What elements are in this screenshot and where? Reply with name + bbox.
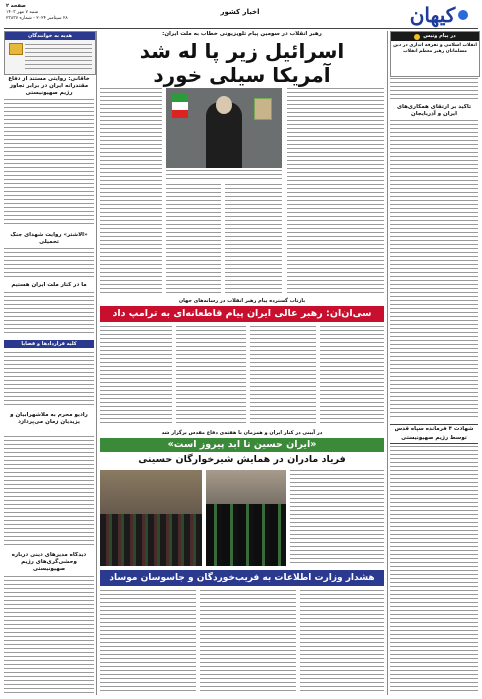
band1-kicker: بازتاب گسترده پیام رهبر انقلاب در رسانه‌های جهان	[178, 298, 306, 304]
band1-col2	[250, 326, 316, 426]
section-title: اخبار کشور	[220, 8, 260, 16]
left-story5-body	[4, 576, 94, 694]
date-line-2: ۲۸ سپتامبر ۲۰۲۴ - شماره ۲۳۸۳۷	[6, 16, 68, 21]
main-body-col1	[287, 88, 384, 296]
mothers-image	[206, 504, 286, 566]
left-story3-body	[4, 292, 94, 336]
right-box	[390, 31, 480, 77]
left-column-divider	[96, 31, 97, 695]
gift-icon	[9, 43, 23, 55]
band3-col3	[100, 590, 196, 694]
band2-kicker: در آیینی در کنار ایران و همزمان با هفته‌ی دفاع مقدس برگزار شد	[161, 430, 323, 436]
left-story2-body	[4, 248, 94, 278]
portrait-image	[254, 98, 272, 120]
ceremony-photo-1	[100, 470, 202, 566]
logo-text: کیهان	[409, 3, 456, 27]
right-story2-body	[390, 446, 478, 694]
main-photo-caption	[166, 170, 282, 180]
left-story2-title: «الاشتر» روایت شهدای جنگ تحمیلی	[10, 232, 88, 245]
main-headline-2: آمریکا سیلی خورد	[153, 63, 331, 87]
left-banner: کلیه قراردادها و قضایا	[4, 340, 94, 348]
date-line-1: شنبه ۷ مهر ۱۴۰۳	[6, 10, 39, 15]
right-column-divider	[387, 31, 388, 695]
left-banner-body	[4, 352, 94, 408]
sun-icon	[414, 34, 420, 40]
band2-title-1: «ایران حسین تا ابد پیروز است»	[100, 438, 384, 452]
right-story2-title: شهادت ۴ فرمانده سپاه قدس توسط رژیم صهیونیستی	[390, 424, 478, 444]
masthead-rule	[4, 28, 478, 29]
right-box-header	[391, 32, 479, 41]
left-story5-title: دیدگاه مدیرهای دینی درباره وحشی‌گری‌های رژیم صهیونیستی	[11, 552, 87, 572]
band2-title-2: فریاد مادران در همایش شیرخوارگان حسینی	[138, 454, 346, 465]
band3-col1	[300, 590, 384, 694]
right-box-body	[390, 78, 478, 100]
band1-title: سی‌ان‌ان: رهبر عالی ایران پیام قاطعانه‌ای به ترامپ داد	[100, 306, 384, 322]
left-story1-title: خاقانی: روایتی مستند از دفاع مقتدرانه ایران در برابر تجاوز رژیم صهیونیستی	[8, 76, 90, 96]
main-body-col2	[225, 184, 282, 296]
band2-col1	[290, 470, 384, 566]
right-story1-body	[390, 120, 478, 420]
band3-col2	[200, 590, 296, 694]
main-headline-1: اسرائیل زیر پا له شد	[139, 39, 345, 63]
left-story4-body	[4, 436, 94, 548]
crowd-image	[100, 514, 202, 566]
ceremony-photo-2	[206, 470, 286, 566]
left-story1-body	[4, 99, 94, 227]
main-body-col4	[100, 88, 162, 296]
left-story3-title: ما در کنار ملت ایران هستیم	[11, 282, 87, 288]
band3-title: هشدار وزارت اطلاعات به فریب‌خوردگان و جاسوسان موساد	[100, 570, 384, 586]
newspaper-logo	[400, 2, 478, 28]
main-body-col3	[166, 184, 221, 296]
left-story4-title: رادیو محرم به ملاشهرابیان و یزیدیان زمان می‌پردازد	[10, 412, 88, 425]
right-box-text: انقلاب اسلامی و تفرقه اندازی در دین مسلمانان رهبر معظم انقلاب	[393, 43, 477, 54]
band1-col3	[176, 326, 246, 426]
date-line	[6, 10, 96, 22]
gift-box-title: هدیه به خوانندگان	[5, 32, 95, 40]
main-photo	[166, 88, 282, 168]
flag-image	[172, 94, 188, 118]
band1-col4	[100, 326, 172, 426]
right-story1-title: تاکید بر ارتقای همکاری‌های ایران و آذربایجان	[396, 104, 472, 117]
gift-box	[4, 31, 96, 75]
gift-box-text	[25, 44, 92, 71]
logo-mark-icon	[458, 10, 468, 20]
band1-col1	[320, 326, 384, 426]
right-box-title: در پیام وتیس	[423, 33, 456, 39]
main-kicker: رهبر انقلاب در سومین پیام تلویزیونی خطاب به ملت ایران:	[162, 31, 322, 37]
speaker-head-image	[216, 96, 232, 114]
page-number: صفحه ۲	[6, 3, 26, 9]
